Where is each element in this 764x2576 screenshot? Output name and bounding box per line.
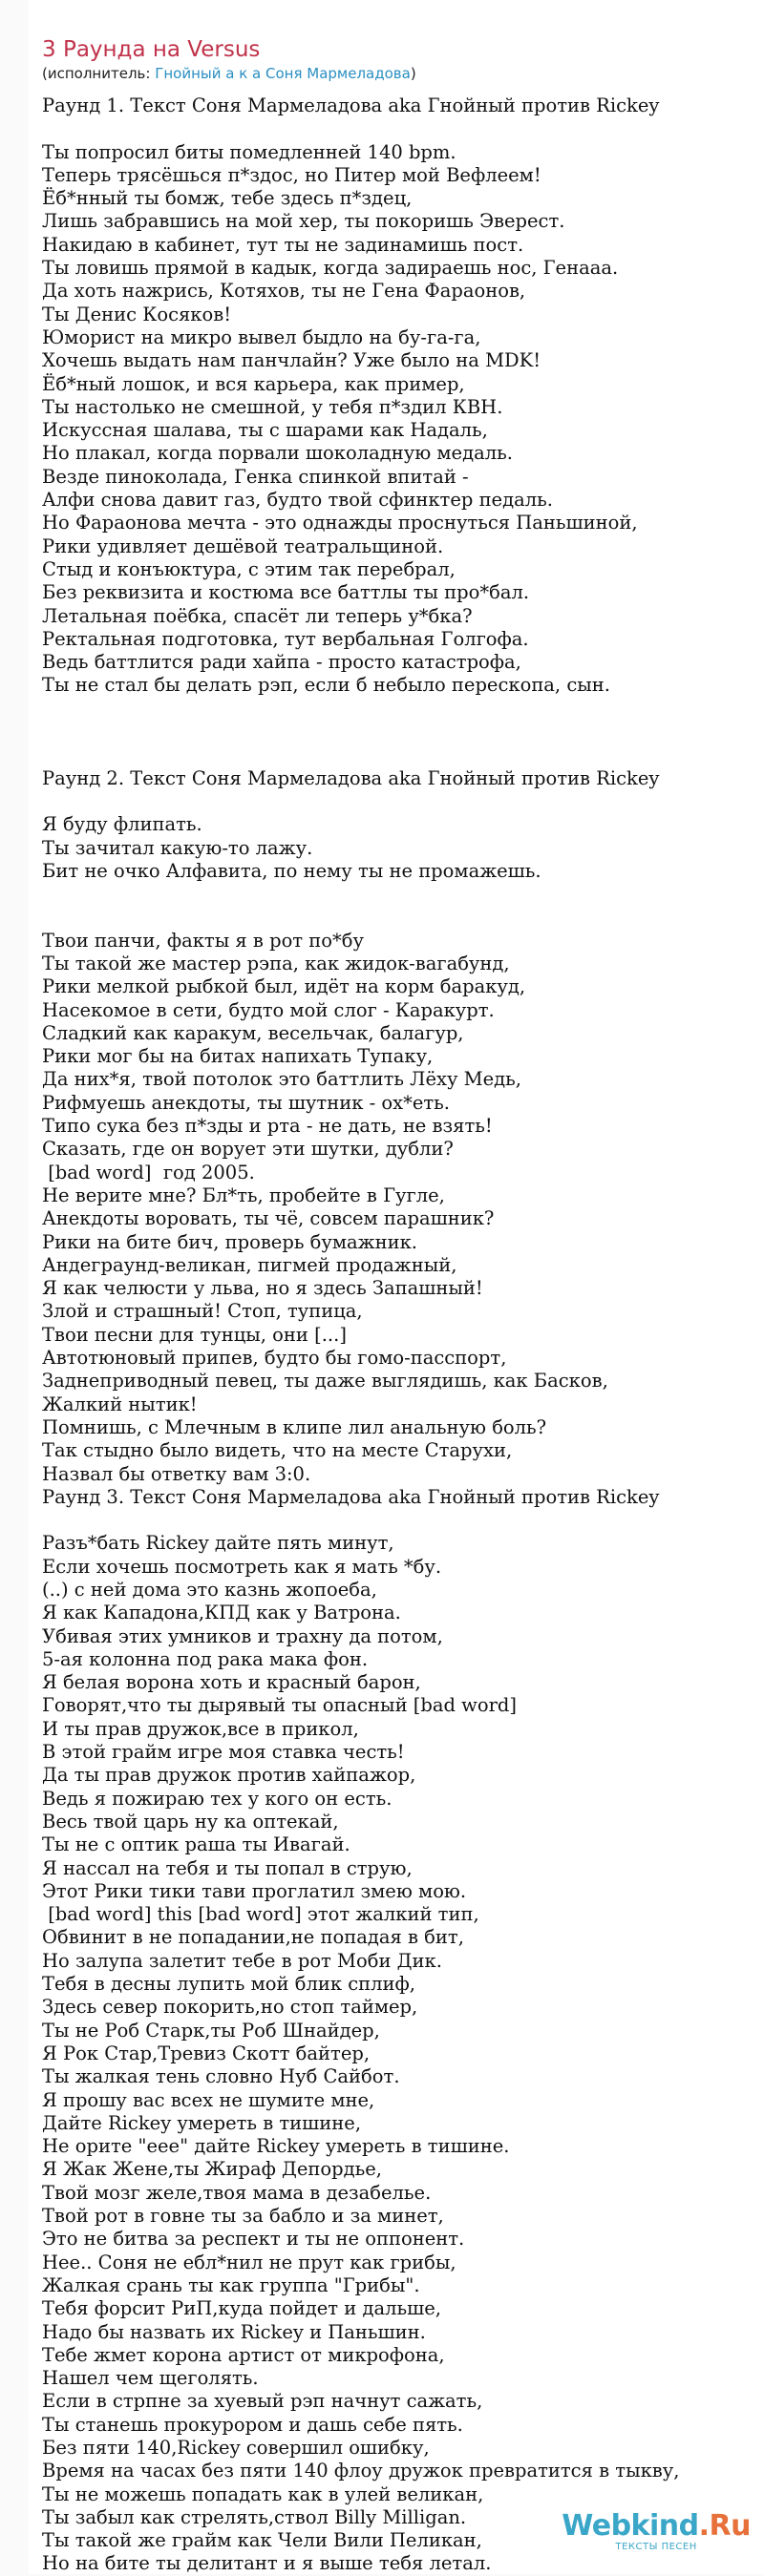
lyric-line: Я буду флипать.	[42, 813, 202, 836]
lyric-line: Жалкий нытик!	[42, 1393, 198, 1415]
lyric-line: (..) с ней дома это казнь жопоеба,	[42, 1579, 377, 1601]
logo-brand	[562, 2511, 751, 2542]
lyric-line: Сладкий как каракум, весельчак, балагур,	[42, 1021, 464, 1044]
lyric-line: Злой и страшный! Стоп, тупица,	[42, 1300, 363, 1323]
lyric-line: Ёб*нный ты бомж, тебе здесь п*здец,	[42, 187, 413, 210]
lyric-line: Ты ловишь прямой в кадык, когда задираешь нос, Генааа.	[42, 257, 619, 280]
page-frame	[29, 0, 764, 2574]
lyric-line: Без пяти 140,Rickey совершил ошибку,	[42, 2436, 430, 2459]
lyric-line	[42, 906, 749, 929]
lyric-line: Нее.. Соня не ебл*нил не прут как грибы,	[42, 2251, 456, 2273]
lyric-line	[42, 721, 749, 743]
lyric-line: [bad word] год 2005.	[42, 1161, 255, 1183]
lyric-line: Ты станешь прокурором и дашь себе пять.	[42, 2413, 463, 2436]
lyric-line: Да ты прав дружок против хайпажор,	[42, 1764, 416, 1787]
lyric-line: Бит не очко Алфавита, по нему ты не промажешь.	[42, 859, 541, 882]
lyric-line	[42, 883, 749, 906]
lyric-line: Этот Рики тики тави проглатил змею мою.	[42, 1879, 467, 1902]
song-header	[42, 36, 416, 83]
lyric-line: Ты такой же мастер рэпа, как жидок-вагабунд,	[42, 952, 510, 974]
lyric-line: Типо сука без п*зды и рта - не дать, не взять!	[42, 1115, 493, 1138]
lyric-line: Я белая ворона хоть и красный барон,	[42, 1671, 421, 1694]
lyric-line: Я как Кападона,КПД как у Ватрона.	[42, 1602, 401, 1624]
lyric-line: Хочешь выдать нам панчлайн? Уже было на MDK!	[42, 349, 541, 372]
lyric-line	[42, 117, 749, 140]
lyric-line: Ведь баттлится ради хайпа - просто катастрофа,	[42, 651, 521, 674]
lyric-line: Насекомое в сети, будто мой слог - Каракурт.	[42, 998, 495, 1021]
lyric-line: Я прошу вас всех не шумите мне,	[42, 2088, 375, 2111]
lyric-line: Я как челюсти у льва, но я здесь Запашный!	[42, 1277, 483, 1300]
lyric-line: Анекдоты воровать, ты чё, совсем парашник?	[42, 1207, 495, 1230]
lyric-line: Весь твой царь ну ка оптекай,	[42, 1810, 339, 1833]
lyric-line: Не орите "еее" дайте Rickey умереть в тишине.	[42, 2135, 510, 2158]
lyric-line: Твои песни для тунцы, они [...]	[42, 1323, 347, 1346]
lyric-line: Если хочешь посмотреть как я мать *бу.	[42, 1555, 442, 1578]
lyric-line: Лишь забравшись на мой хер, ты покоришь Эверест.	[42, 210, 565, 233]
lyric-line: Теперь трясёшься п*здос, но Питер мой Вефлеем!	[42, 163, 541, 186]
lyric-line: Если в стрпне за хуевый рэп начнут сажать,	[42, 2390, 483, 2413]
lyric-line: Ведь я пожираю тех у кого он есть.	[42, 1787, 393, 1810]
lyric-line: Убивая этих умников и трахну да потом,	[42, 1624, 443, 1647]
lyric-line: Ты настолько не смешной, у тебя п*здил КВН.	[42, 395, 503, 418]
lyric-line: Ты не можешь попадать как в улей великан,	[42, 2482, 484, 2505]
lyric-line: Раунд 2. Текст Соня Мармеладова aka Гнойный против Rickey	[42, 766, 660, 789]
lyric-line: Ты жалкая тень словно Нуб Сайбот.	[42, 2065, 400, 2088]
lyric-line: Ты не с оптик раша ты Ивагай.	[42, 1833, 350, 1856]
performer-prefix: (исполнитель:	[42, 65, 156, 82]
lyric-line: Ты такой же грайм как Чели Вили Пеликан,	[42, 2529, 482, 2552]
lyric-line: Дайте Rickey умереть в тишине,	[42, 2111, 362, 2134]
lyric-line: Говорят,что ты дырявый ты опасный [bad word]	[42, 1694, 518, 1717]
lyric-line: Искуссная шалава, ты с шарами как Надаль,	[42, 419, 488, 442]
lyric-line: Раунд 1. Текст Соня Мармеладова aka Гнойный против Rickey	[42, 94, 660, 116]
lyric-line	[42, 743, 749, 766]
logo-brand-tld: .Ru	[698, 2509, 751, 2543]
site-logo[interactable]	[562, 2511, 751, 2553]
lyric-line: Тебя форсит РиП,куда пойдет и дальше,	[42, 2297, 441, 2320]
lyric-line: Тебе жмет корона артист от микрофона,	[42, 2343, 445, 2366]
lyric-line: Но залупа залетит тебе в рот Моби Дик.	[42, 1949, 442, 1972]
song-title: 3 Раунда на Versus	[42, 37, 261, 62]
lyric-line: В этой грайм игре моя ставка честь!	[42, 1741, 405, 1764]
lyric-line: Но плакал, когда порвали шоколадную медаль.	[42, 442, 513, 465]
lyric-line: Жалкая срань ты как группа "Грибы".	[42, 2273, 420, 2296]
lyric-line: Я нассал на тебя и ты попал в струю,	[42, 1856, 413, 1879]
lyric-line: Ты не стал бы делать рэп, если б небыло перескопа, сын.	[42, 674, 610, 697]
lyric-line: Юморист на микро вывел быдло на бу-га-га,	[42, 325, 481, 348]
lyric-line: Ты зачитал какую-то лажу.	[42, 836, 313, 859]
lyric-line: Помнишь, с Млечным в клипе лил анальную боль?	[42, 1415, 547, 1438]
lyric-line: Рики мог бы на битах напихать Тупаку,	[42, 1045, 434, 1068]
lyric-line: Здесь север покорить,но стоп таймер,	[42, 1996, 418, 2019]
lyric-line: Я Рок Стар,Тревиз Скотт байтер,	[42, 2042, 371, 2064]
lyric-line	[42, 1509, 749, 1532]
lyric-line: Назвал бы ответку вам 3:0.	[42, 1462, 311, 1485]
lyric-line: Заднеприводный певец, ты даже выглядишь, как Басков,	[42, 1370, 608, 1393]
lyric-line: Ты забыл как стрелять,ствол Billy Milligan.	[42, 2505, 467, 2528]
lyric-line: Разъ*бать Rickey дайте пять минут,	[42, 1532, 394, 1555]
lyric-line: Да них*я, твой потолок это баттлить Лёху Медь,	[42, 1068, 521, 1091]
lyric-line: Ты не Роб Старк,ты Роб Шнайдер,	[42, 2019, 380, 2042]
performer-suffix: )	[410, 65, 416, 82]
logo-brand-main: Webkind	[562, 2509, 699, 2543]
lyric-line: Время на часах без пяти 140 флоу дружок превратится в тыкву,	[42, 2460, 680, 2482]
lyric-line: Но Фараонова мечта - это однажды проснуться Паньшиной,	[42, 512, 638, 534]
performer-line	[42, 64, 416, 83]
lyric-line: Не верите мне? Бл*ть, пробейте в Гугле,	[42, 1183, 445, 1206]
lyric-line: Твои панчи, факты я в рот по*бу	[42, 929, 364, 952]
lyric-line	[42, 698, 749, 721]
logo-tagline: ТЕКСТЫ ПЕСЕН	[615, 2542, 697, 2552]
lyric-line: Твой мозг желе,твоя мама в дезабелье.	[42, 2181, 432, 2204]
lyric-line: Ректальная подготовка, тут вербальная Голгофа.	[42, 627, 529, 650]
lyric-line: Это не битва за респект и ты не оппонент.	[42, 2228, 465, 2251]
lyric-line	[42, 790, 749, 813]
lyrics-body	[42, 94, 749, 2576]
lyric-line: [bad word] this [bad word] этот жалкий тип,	[42, 1903, 479, 1926]
lyric-line: Летальная поёбка, спасёт ли теперь у*бка?	[42, 604, 473, 627]
lyric-line: Ёб*ный лошок, и вся карьера, как пример,	[42, 372, 465, 395]
lyric-line: Тебя в десны лупить мой блик сплиф,	[42, 1973, 415, 1996]
lyric-line: Раунд 3. Текст Соня Мармеладова aka Гнойный против Rickey	[42, 1485, 660, 1508]
lyric-line: Сказать, где он ворует эти шутки, дубли?	[42, 1138, 454, 1161]
lyric-line: Рики на бите бич, проверь бумажник.	[42, 1230, 417, 1253]
lyric-line: Стыд и конъюктура, с этим так перебрал,	[42, 557, 456, 580]
lyric-line: Накидаю в кабинет, тут ты не задинамишь пост.	[42, 233, 524, 256]
lyric-line: И ты прав дружок,все в прикол,	[42, 1717, 359, 1740]
lyric-line: Андеграунд-великан, пигмей продажный,	[42, 1253, 457, 1276]
lyric-line: Но на бите ты делитант и я выше тебя летал.	[42, 2552, 492, 2575]
lyric-line: Рифмуешь анекдоты, ты шутник - ох*еть.	[42, 1091, 451, 1114]
lyric-line: Я Жак Жене,ты Жираф Депордье,	[42, 2158, 383, 2181]
lyric-line: Без реквизита и костюма все баттлы ты про*бал.	[42, 581, 530, 604]
lyric-line: Везде пиноколада, Генка спинкой впитай -	[42, 465, 469, 488]
lyric-line: Автотюновый припев, будто бы гомо-пасспорт,	[42, 1347, 507, 1370]
lyric-line: Твой рот в говне ты за бабло и за минет,	[42, 2205, 444, 2228]
lyric-line: Ты Денис Косяков!	[42, 303, 232, 325]
lyric-line: Надо бы назвать их Rickey и Паньшин.	[42, 2320, 426, 2343]
lyric-line: Так стыдно было видеть, что на месте Старухи,	[42, 1439, 513, 1462]
lyric-line: 5-ая колонна под рака мака фон.	[42, 1647, 369, 1670]
lyric-line: Ты попросил биты помедленней 140 bpm.	[42, 140, 456, 163]
lyric-line: Обвинит в не попадании,не попадая в бит,	[42, 1926, 464, 1949]
lyric-line: Алфи снова давит газ, будто твой сфинктер педаль.	[42, 489, 553, 512]
lyric-line: Рики удивляет дешёвой театральщиной.	[42, 534, 444, 557]
performer-link[interactable]: Гнойный а к а Соня Мармеладова	[155, 65, 411, 82]
lyric-line: Да хоть нажрись, Котяхов, ты не Гена Фараонов,	[42, 280, 526, 303]
lyric-line: Нашел чем щеголять.	[42, 2367, 259, 2390]
lyric-line: Рики мелкой рыбкой был, идёт на корм баракуд,	[42, 975, 526, 998]
